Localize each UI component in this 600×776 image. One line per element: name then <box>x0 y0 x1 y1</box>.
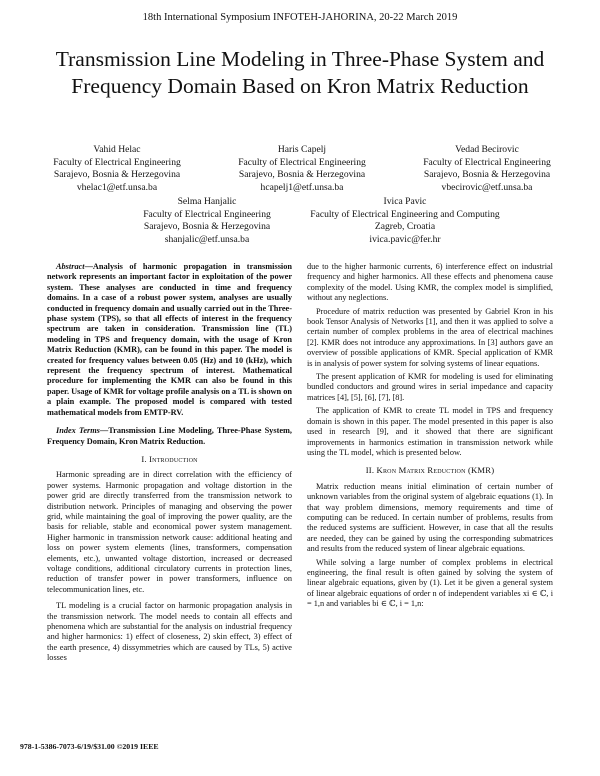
author-name: Haris Capelj <box>277 144 327 155</box>
section-heading <box>47 454 292 464</box>
paragraph: The present application of KMR for modeling is used for eliminating bundled conductors and ground wires in serial impedance and capacity matrices [4], [5], [6], [7], [8]. <box>307 372 553 402</box>
author-email: vhelac1@etf.unsa.ba <box>76 181 158 193</box>
paragraph: Matrix reduction means initial elimination of certain number of unknown variables from the original system of algebraic equations (1). In that way problem dimensions, memory requirements and time of computing can be reduced. In certain number of problems, results from the reduced systems are sufficient. However, in case that all the results are needed, they can be gained by using the corresponding submatrices and results from the reduced system of linear algebraic equations. <box>307 481 553 554</box>
index-terms <box>47 426 292 447</box>
author-block <box>52 144 182 194</box>
author-location: Sarajevo, Bosnia & Herzegovina <box>238 169 366 181</box>
paragraph: While solving a large number of complex problems in electrical engineering, the final result is often gained by solving the system of linear algebraic equations, given by (1). Let it be given a general system of linear algebraic equations of order n of independent variables xi ∈ ℂ, i = 1,n and variables bi ∈ ℂ, i = 1,n: <box>307 557 553 609</box>
author-name: Selma Hanjalic <box>177 196 237 207</box>
author-affiliation: Faculty of Electrical Engineering <box>423 156 551 168</box>
author-email: shanjalic@etf.unsa.ba <box>164 233 250 245</box>
author-email: hcapelj1@etf.unsa.ba <box>260 181 344 193</box>
paragraph: Procedure of matrix reduction was presented by Gabriel Kron in his book Tensor Analysis of Networks [1], and then it was applied to solve a certain number of complex problems in the area of electrical machines [2]. KMR does not introduce any approximations. In [3] authors gave an overview of possible applications of KMR. Special application of KMR is in analysis of power system for solving systems of linear equations. <box>307 306 553 368</box>
copyright-footer: 978-1-5386-7073-6/19/$31.00 ©2019 IEEE <box>20 742 159 751</box>
left-column <box>47 262 292 664</box>
author-block <box>142 196 272 246</box>
author-email: vbecirovic@etf.unsa.ba <box>441 181 533 193</box>
author-affiliation: Faculty of Electrical Engineering <box>238 156 366 168</box>
section-title: Kron Matrix Reduction (KMR) <box>376 465 495 476</box>
author-email: ivica.pavic@fer.hr <box>369 233 441 245</box>
author-location: Zagreb, Croatia <box>374 221 436 233</box>
index-terms-label: Index Terms <box>56 426 100 436</box>
author-location: Sarajevo, Bosnia & Herzegovina <box>53 169 181 181</box>
abstract <box>47 262 292 418</box>
paragraph: The application of KMR to create TL model in TPS and frequency domain is shown in this paper. The model presented in this paper is also used in research [9], and it showed that there are significant improvements in harmonics estimation in transmission network while using the TL model, which is presented below. <box>307 406 553 457</box>
paper-title: Transmission Line Modeling in Three-Phase System and Frequency Domain Based on Kron Matrix Reduction <box>55 47 545 98</box>
right-column <box>307 262 553 610</box>
author-affiliation: Faculty of Electrical Engineering and Computing <box>310 208 500 220</box>
section-heading <box>307 465 553 475</box>
paragraph: due to the higher harmonic currents, 6) interference effect on industrial frequency and higher harmonics. All these effects and phenomena cause complexity of the model. Using KMR, the complex model is simplified, without any neglections. <box>307 262 553 303</box>
author-name: Vahid Helac <box>93 144 141 155</box>
author-name: Vedad Becirovic <box>455 144 519 155</box>
paragraph: TL modeling is a crucial factor on harmonic propagation analysis in the transmission network. The model needs to contain all effects and phenomena which are substantial for the analysis on industrial frequency and higher harmonics: 1) effect of closeness, 2) skin effect, 3) effect of the earth presence, 4) dissymmetries which are caused by TLs, 5) active losses <box>47 601 292 663</box>
index-terms-text: —Transmission Line Modeling, Three-Phase System, Frequency Domain, Kron Matrix Reduction. <box>47 426 292 446</box>
abstract-text: —Analysis of harmonic propagation in transmission network represents an important factor in exploitation of the power system. These analyses are conducted in time and frequency domains. In a case of a robust power system, analyses are usually conducted in frequency domain and usually carried out in the Three-phase system (TPS), so that all effects of interest in the frequency spectrum are taken in consideration. Transmission line (TL) modeling in TPS and frequency domain, with the usage of Kron Matrix Reduction (KMR), can be found in this paper. The model is created for frequency values between 0.05 (Hz) and 10 (kHz), which represent the frequency spectrum of interest. Mathematical procedure for implementing the KMR can also be found in this paper. Usage of KMR for voltage profile analysis on a TL is shown on a plain example. The proposed model is compared with tested mathematical models from EMTP-RV. <box>47 262 292 417</box>
section-title: Introduction <box>149 453 198 464</box>
conference-header: 18th International Symposium INFOTEH-JAHORINA, 20-22 March 2019 <box>142 12 458 23</box>
author-location: Sarajevo, Bosnia & Herzegovina <box>423 169 551 181</box>
author-block <box>237 144 367 194</box>
author-affiliation: Faculty of Electrical Engineering <box>53 156 181 168</box>
author-block <box>422 144 552 194</box>
abstract-label: Abstract <box>56 262 85 271</box>
section-number: II. <box>365 465 375 476</box>
section-number: I. <box>141 453 147 464</box>
author-block <box>300 196 510 246</box>
author-name: Ivica Pavic <box>383 196 427 207</box>
author-affiliation: Faculty of Electrical Engineering <box>143 208 271 220</box>
author-location: Sarajevo, Bosnia & Herzegovina <box>143 221 271 233</box>
paragraph: Harmonic spreading are in direct correlation with the efficiency of power systems. Harmonic propagation and voltage distortion in the power grid are directly transferred from the transmission network to distribution network. Principles of managing and observing the power grid, while maintaining the goal of improving the power quality, are the basis for reliable, stable and economical power system management. Higher harmonic in transmission network cause: additional heating and loss on power system elements (lines, transformers, compensation elements, etc.), unwanted voltage distortion, increased or decreased voltage conditions, additional circulatory currents in protection lines, reduction of transfer power in power transformers, influence on telecommunication lines, etc. <box>47 470 292 594</box>
